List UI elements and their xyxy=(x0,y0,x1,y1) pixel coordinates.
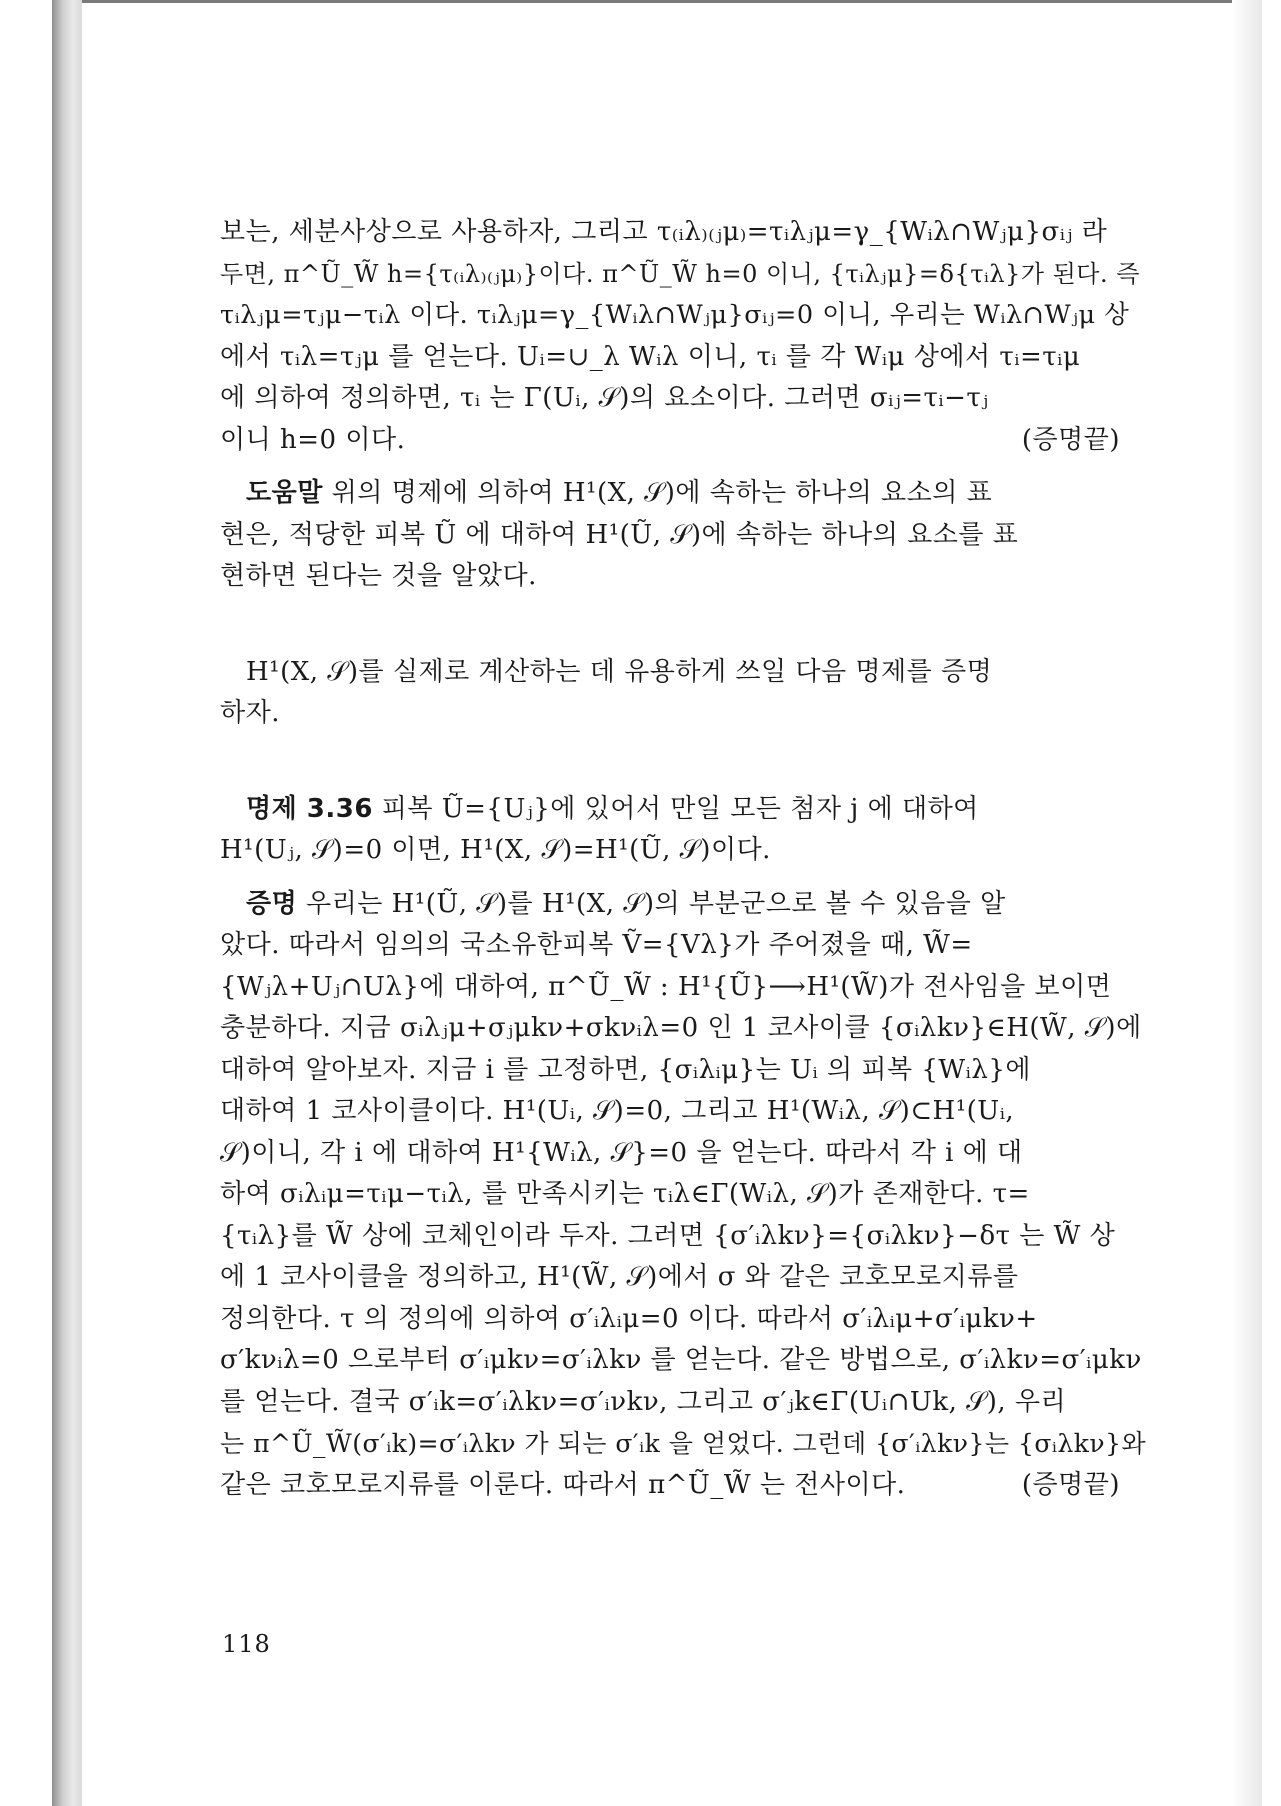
text-line: 충분하다. 지금 σᵢλⱼμ+σⱼμkν+σkνᵢλ=0 인 1 코사이클 {σᵢλkν}∈H(W̃, 𝒮)에 xyxy=(220,1013,1142,1043)
paragraph-proof xyxy=(220,884,1147,1507)
text-line xyxy=(246,473,1120,515)
remark-heading: 도움말 xyxy=(246,478,323,508)
text-line: 하여 σᵢλᵢμ=τᵢμ−τᵢλ, 를 만족시키는 τᵢλ∈Γ(Wᵢλ, 𝒮)가 존재한다. τ= xyxy=(220,1179,1030,1209)
text-line: H¹(Uⱼ, 𝒮)=0 이면, H¹(X, 𝒮)=H¹(Ũ, 𝒮)이다. xyxy=(220,835,771,865)
qed-mark: (증명끝) xyxy=(1021,1469,1120,1500)
text-line xyxy=(246,884,1120,926)
text-line: 하자. xyxy=(220,698,280,728)
text-run: 위의 명제에 의하여 H¹(X, 𝒮)에 속하는 하나의 요소의 표 xyxy=(331,478,993,508)
text-line: 두면, π^Ũ_W̃ h={τ₍ᵢλ₎₍ⱼμ₎}이다. π^Ũ_W̃ h=0 이니, {τᵢλⱼμ}=δ{τᵢλ}가 된다. 즉 xyxy=(220,259,1140,288)
text-last: 이니 h=0 이다. xyxy=(220,424,406,455)
proposition-heading: 명제 3.36 xyxy=(246,793,373,824)
paragraph-proof-end xyxy=(220,212,1140,461)
text-line: 𝒮)이니, 각 i 에 대하여 H¹{Wᵢλ, 𝒮}=0 을 얻는다. 따라서 각 i 에 대 xyxy=(220,1137,1023,1168)
text-line: H¹(X, 𝒮)를 실제로 계산하는 데 유용하게 쓰일 다음 명제를 증명 xyxy=(246,656,993,687)
text-line: 현은, 적당한 피복 Ũ 에 대하여 H¹(Ũ, 𝒮)에 속하는 하나의 요소를 표 xyxy=(220,519,1019,550)
text-line: {τᵢλ}를 W̃ 상에 코체인이라 두자. 그러면 {σ′ᵢλkν}={σᵢλkν}−δτ 는 W̃ 상 xyxy=(220,1220,1116,1251)
book-spine-edge xyxy=(52,0,82,1806)
text-line: 정의한다. τ 의 정의에 의하여 σ′ᵢλᵢμ=0 이다. 따라서 σ′ᵢλᵢμ+σ′ᵢμkν+ xyxy=(220,1303,1038,1334)
page-margin-left xyxy=(0,0,52,1806)
text-line: 에 1 코사이클을 정의하고, H¹(W̃, 𝒮)에서 σ 와 같은 코호모로지류를 xyxy=(220,1262,1019,1292)
paragraph-intro xyxy=(220,652,1120,735)
text-line: 대하여 알아보자. 지금 i 를 고정하면, {σᵢλᵢμ}는 Uᵢ 의 피복 {Wᵢλ}에 xyxy=(220,1054,1032,1085)
text-run: 우리는 H¹(Ũ, 𝒮)를 H¹(X, 𝒮)의 부분군으로 볼 수 있음을 알 xyxy=(306,888,1006,919)
qed-mark: (증명끝) xyxy=(1021,424,1120,455)
paragraph-proposition xyxy=(220,789,1120,872)
text-line: 현하면 된다는 것을 알았다. xyxy=(220,561,537,591)
text-line: 에서 τᵢλ=τⱼμ 를 얻는다. Uᵢ=∪_λ Wᵢλ 이니, τᵢ 를 각 Wᵢμ 상에서 τᵢ=τᵢμ xyxy=(220,341,1081,372)
text-line: 보는, 세분사상으로 사용하자, 그리고 τ₍ᵢλ₎₍ⱼμ₎=τᵢλⱼμ=γ_{Wᵢλ∩Wⱼμ}σᵢⱼ 라 xyxy=(220,217,1108,247)
text-line: σ′kνᵢλ=0 으로부터 σ′ᵢμkν=σ′ᵢλkν 를 얻는다. 같은 방법으로, σ′ᵢλkν=σ′ᵢμkν xyxy=(220,1345,1142,1375)
text-line xyxy=(246,789,1120,831)
text-line: 았다. 따라서 임의의 국소유한피복 Ṽ={Vλ}가 주어졌을 때, W̃= xyxy=(220,930,973,960)
text-line-last xyxy=(220,420,1120,462)
text-last: 같은 코호모로지류를 이룬다. 따라서 π^Ũ_W̃ 는 전사이다. xyxy=(220,1469,906,1500)
text-line: τᵢλⱼμ=τⱼμ−τᵢλ 이다. τᵢλⱼμ=γ_{Wᵢλ∩Wⱼμ}σᵢⱼ=0 이니, 우리는 Wᵢλ∩Wⱼμ 상 xyxy=(220,300,1130,330)
text-line: 를 얻는다. 결국 σ′ᵢk=σ′ᵢλkν=σ′ᵢνkν, 그리고 σ′ⱼk∈Γ(Uᵢ∩Uk, 𝒮), 우리 xyxy=(220,1386,1067,1417)
text-run: 피복 Ũ={Uⱼ}에 있어서 만일 모든 첨자 j 에 대하여 xyxy=(381,793,979,824)
text-line: {Wⱼλ+Uⱼ∩Uλ}에 대하여, π^Ũ_W̃ : H¹{Ũ}⟶H¹(W̃)가 전사임을 보이면 xyxy=(220,971,1112,1002)
text-line-last xyxy=(220,1465,1120,1507)
page-edge-shadow xyxy=(1232,0,1262,1806)
text-line: 는 π^Ũ_W̃(σ′ᵢk)=σ′ᵢλkν 가 되는 σ′ᵢk 을 얻었다. 그런데 {σ′ᵢλkν}는 {σᵢλkν}와 xyxy=(220,1429,1147,1458)
paragraph-remark xyxy=(220,473,1120,598)
page-number: 118 xyxy=(222,1630,271,1658)
text-line: 대하여 1 코사이클이다. H¹(Uᵢ, 𝒮)=0, 그리고 H¹(Wᵢλ, 𝒮)⊂H¹(Uᵢ, xyxy=(220,1096,1015,1126)
proof-heading: 증명 xyxy=(246,888,298,919)
page-content xyxy=(220,212,1147,1506)
text-line: 에 의하여 정의하면, τᵢ 는 Γ(Uᵢ, 𝒮)의 요소이다. 그러면 σᵢⱼ=τᵢ−τⱼ xyxy=(220,383,989,413)
